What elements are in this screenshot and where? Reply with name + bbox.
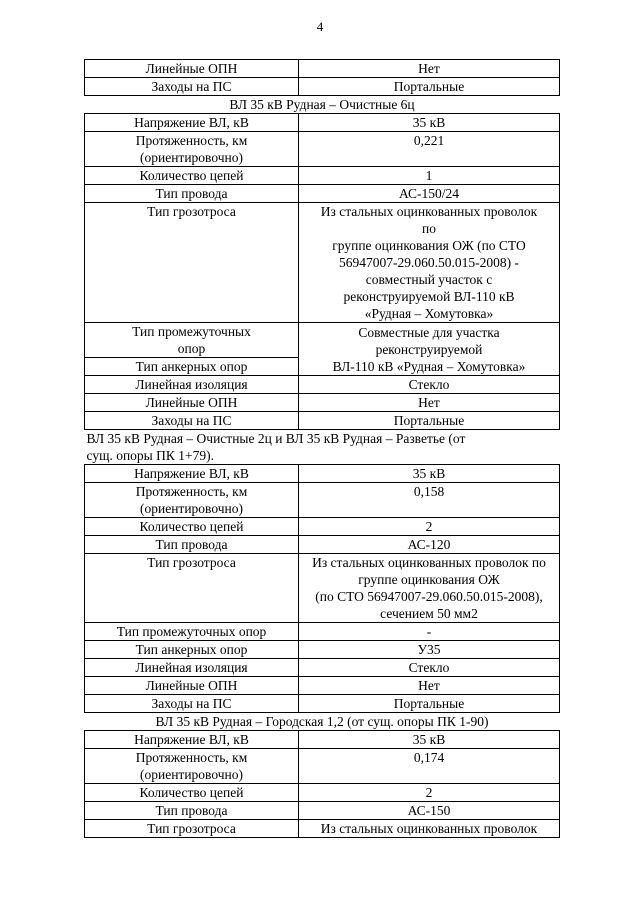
parameter-value: 0,158: [299, 483, 560, 518]
parameter-value: У35: [299, 641, 560, 659]
parameter-value: Из стальных оцинкованных проволок по группе оцинкования ОЖ (по СТО 56947007-29.060.50.015-2008) - совместный участок с реконструируемой ВЛ-110 кВ «Рудная – Хомутовка»: [299, 203, 560, 323]
table-row: [85, 114, 560, 132]
table-row: [85, 60, 560, 78]
parameter-value: 35 кВ: [299, 114, 560, 132]
table-row: [85, 132, 560, 167]
parameter-value: Портальные: [299, 78, 560, 96]
spec-table-body: [85, 60, 560, 838]
parameter-name: Протяженность, км (ориентировочно): [85, 749, 299, 784]
parameter-value: Нет: [299, 394, 560, 412]
table-row: [85, 412, 560, 430]
parameter-name: Тип провода: [85, 185, 299, 203]
parameter-name: Напряжение ВЛ, кВ: [85, 465, 299, 483]
parameter-name: Напряжение ВЛ, кВ: [85, 114, 299, 132]
parameter-value: 2: [299, 784, 560, 802]
parameter-name: Заходы на ПС: [85, 412, 299, 430]
table-row: [85, 554, 560, 623]
parameter-value: Нет: [299, 677, 560, 695]
table-row: [85, 695, 560, 713]
parameter-name: Тип грозотроса: [85, 203, 299, 323]
parameter-name: Тип анкерных опор: [85, 641, 299, 659]
table-row: [85, 518, 560, 536]
parameter-name: Линейные ОПН: [85, 677, 299, 695]
parameter-name: Протяженность, км (ориентировочно): [85, 483, 299, 518]
parameter-value: 2: [299, 518, 560, 536]
page-number: 4: [316, 19, 324, 34]
parameter-name: Количество цепей: [85, 167, 299, 185]
section-caption-row: [85, 430, 560, 465]
parameter-value: Портальные: [299, 412, 560, 430]
parameter-value: АС-150/24: [299, 185, 560, 203]
parameter-name: Тип промежуточных опор: [85, 323, 299, 358]
table-row: [85, 203, 560, 323]
section-caption-row: [85, 96, 560, 114]
parameter-value: Стекло: [299, 659, 560, 677]
table-row: [85, 820, 560, 838]
section-caption: ВЛ 35 кВ Рудная – Очистные 6ц: [229, 97, 415, 112]
table-row: [85, 623, 560, 641]
parameter-name: Линейная изоляция: [85, 376, 299, 394]
parameter-name: Линейная изоляция: [85, 659, 299, 677]
table-row: [85, 394, 560, 412]
table-row: [85, 167, 560, 185]
parameter-value: Нет: [299, 60, 560, 78]
parameter-name: Тип грозотроса: [85, 554, 299, 623]
table-row: [85, 536, 560, 554]
section-caption-row: [85, 713, 560, 731]
table-row: [85, 784, 560, 802]
table-row: [85, 78, 560, 96]
parameter-value: 35 кВ: [299, 731, 560, 749]
parameter-name: Тип грозотроса: [85, 820, 299, 838]
parameter-value: АС-120: [299, 536, 560, 554]
parameter-value: Из стальных оцинкованных проволок по группе оцинкования ОЖ (по СТО 56947007-29.060.50.015-2008), сечением 50 мм2: [299, 554, 560, 623]
parameter-name: Количество цепей: [85, 518, 299, 536]
parameter-name: Тип анкерных опор: [85, 358, 299, 376]
parameter-name: Количество цепей: [85, 784, 299, 802]
table-row: [85, 731, 560, 749]
document-body: [84, 59, 558, 838]
parameter-value: Портальные: [299, 695, 560, 713]
parameter-name: Линейные ОПН: [85, 394, 299, 412]
table-row: [85, 323, 560, 358]
spec-table: [84, 59, 560, 838]
parameter-name: Линейные ОПН: [85, 60, 299, 78]
table-row: [85, 483, 560, 518]
section-caption: ВЛ 35 кВ Рудная – Очистные 2ц и ВЛ 35 кВ Рудная – Разветье (от сущ. опоры ПК 1+79).: [86, 431, 466, 463]
parameter-name: Тип промежуточных опор: [85, 623, 299, 641]
parameter-value: Из стальных оцинкованных проволок: [299, 820, 560, 838]
table-row: [85, 802, 560, 820]
parameter-name: Протяженность, км (ориентировочно): [85, 132, 299, 167]
table-row: [85, 677, 560, 695]
parameter-value: АС-150: [299, 802, 560, 820]
section-caption: ВЛ 35 кВ Рудная – Городская 1,2 (от сущ. опоры ПК 1-90): [155, 714, 489, 729]
table-row: [85, 749, 560, 784]
parameter-name: Заходы на ПС: [85, 78, 299, 96]
parameter-value: 35 кВ: [299, 465, 560, 483]
parameter-value: Совместные для участка реконструируемой ВЛ-110 кВ «Рудная – Хомутовка»: [299, 323, 560, 376]
parameter-name: Тип провода: [85, 536, 299, 554]
parameter-value: 1: [299, 167, 560, 185]
parameter-name: Тип провода: [85, 802, 299, 820]
table-row: [85, 641, 560, 659]
parameter-name: Напряжение ВЛ, кВ: [85, 731, 299, 749]
table-row: [85, 659, 560, 677]
parameter-value: 0,221: [299, 132, 560, 167]
table-row: [85, 465, 560, 483]
parameter-value: Стекло: [299, 376, 560, 394]
parameter-name: Заходы на ПС: [85, 695, 299, 713]
table-row: [85, 376, 560, 394]
table-row: [85, 185, 560, 203]
parameter-value: 0,174: [299, 749, 560, 784]
parameter-value: -: [299, 623, 560, 641]
